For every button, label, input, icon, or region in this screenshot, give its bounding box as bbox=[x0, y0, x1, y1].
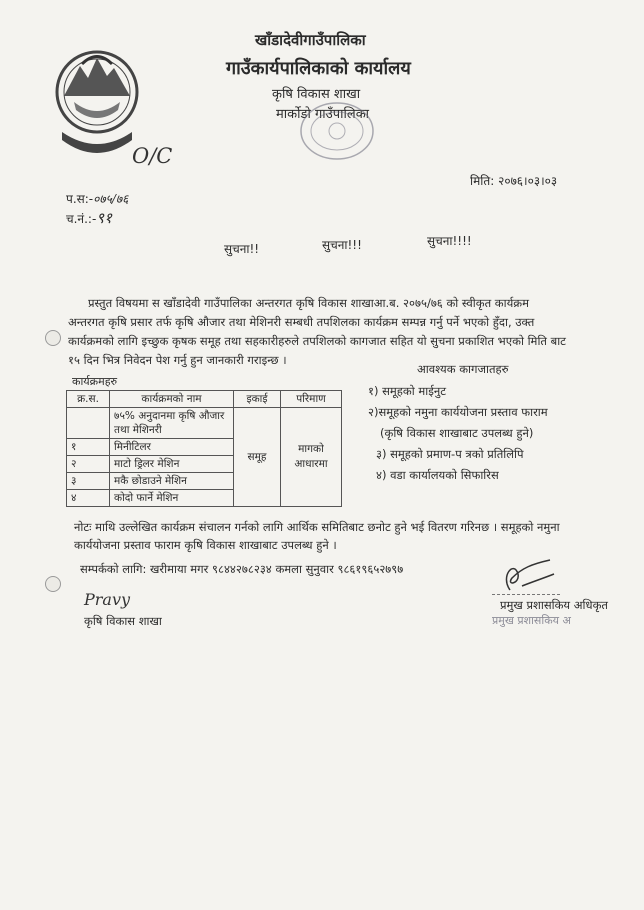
office-stamp-icon bbox=[298, 100, 376, 162]
table-row bbox=[67, 408, 342, 439]
list-item: (कृषि विकास शाखाबाट उपलब्ध हुने) bbox=[380, 426, 534, 440]
paragraph-line: १५ दिन भित्र निवेदन पेश गर्नु हुन जानकारी गराइन्छ । bbox=[68, 353, 287, 367]
table-cell: कोदो फार्ने मेशिन bbox=[110, 490, 234, 507]
reference-value: ०७५/७६ bbox=[93, 192, 129, 206]
table-cell: ४ bbox=[67, 490, 110, 507]
table-cell: मकै छोडाउने मेशिन bbox=[110, 473, 234, 490]
dispatch-value: ९१ bbox=[96, 209, 112, 227]
dispatch-label: च.नं.:- bbox=[66, 212, 97, 226]
table-header-row bbox=[67, 391, 342, 408]
letter-date: मिति: २०७६।०३।०३ bbox=[470, 174, 558, 188]
paragraph-line: प्रस्तुत विषयमा स खाँडादेवी गाउँपालिका अन्तरगत कृषि विकास शाखाआ.ब. २०७५/७६ को स्वीकृत कार्यक्रम bbox=[88, 296, 529, 310]
note-line: नोटः माथि उल्लेखित कार्यक्रम संचालन गर्नको लागि आर्थिक समितिबाट छनोट हुने भई वितरण गरिनछ । समूहको नमुना bbox=[74, 520, 560, 534]
documents-title: आवश्यक कागजातहरु bbox=[417, 362, 509, 376]
table-cell: २ bbox=[67, 456, 110, 473]
handwritten-mark: O/C bbox=[132, 144, 173, 168]
left-signature-label: कृषि विकास शाखा bbox=[84, 614, 162, 628]
right-signature-stamp: प्रमुख प्रशासकिय अ bbox=[492, 614, 571, 627]
paragraph-line: अन्तरगत कृषि प्रसार तर्फ कृषि औजार तथा मेशिनरी सम्बधी तपशिलका कार्यक्रम सम्पन्न गर्नु पर्ने भएको हुँदा, उक्त bbox=[68, 315, 535, 329]
paragraph-line: कार्यक्रमको लागि इच्छुक कृषक समूह तथा सहकारीहरुले तपशिलको कागजात सहित यो सुचना प्रकाशित भएको मिति बाट bbox=[68, 334, 566, 348]
quantity-cell: मागको आधारमा bbox=[281, 408, 342, 507]
notice-heading: सुचना!!! bbox=[322, 238, 362, 252]
notice-heading: सुचना!! bbox=[224, 242, 260, 256]
left-signature-scribble: Pravy bbox=[84, 590, 131, 609]
dispatch-number bbox=[66, 208, 112, 228]
list-item: १) समूहको माईनुट bbox=[368, 384, 447, 398]
signature-line bbox=[492, 594, 560, 595]
punch-hole bbox=[45, 330, 61, 346]
table-header-cell: कार्यक्रमको नाम bbox=[110, 391, 234, 408]
reference-label: प.स:- bbox=[66, 192, 94, 206]
table-cell: माटो ड्रिलर मेशिन bbox=[110, 456, 234, 473]
table-cell bbox=[67, 408, 110, 439]
note-line: कार्ययोजना प्रस्ताव फाराम कृषि विकास शाखाबाट उपलब्ध हुने । bbox=[74, 538, 337, 552]
documents-list bbox=[368, 384, 548, 489]
table-cell: ७५% अनुदानमा कृषि औजार तथा मेशिनरी bbox=[110, 408, 234, 439]
programs-title: कार्यक्रमहरु bbox=[72, 375, 118, 388]
reference-number bbox=[66, 190, 128, 207]
table-cell: १ bbox=[67, 439, 110, 456]
programs-table bbox=[66, 390, 342, 507]
table-cell: मिनीटिलर bbox=[110, 439, 234, 456]
unit-cell: समूह bbox=[234, 408, 281, 507]
notice-heading: सुचना!!!! bbox=[427, 234, 472, 248]
list-item: ३) समूहको प्रमाण-प त्रको प्रतिलिपि bbox=[376, 447, 524, 461]
nepal-emblem-icon bbox=[52, 44, 142, 169]
table-cell: ३ bbox=[67, 473, 110, 490]
municipality-name: खाँडादेवीगाउँपालिका bbox=[255, 31, 366, 49]
table-header-cell: क्र.स. bbox=[67, 391, 110, 408]
punch-hole bbox=[45, 576, 61, 592]
right-signature-label: प्रमुख प्रशासकिय अधिकृत bbox=[500, 598, 608, 612]
list-item: २)समूहको नमुना कार्ययोजना प्रस्ताव फाराम bbox=[368, 405, 548, 419]
table-header-cell: इकाई bbox=[234, 391, 281, 408]
list-item: ४) वडा कार्यालयको सिफारिस bbox=[376, 468, 499, 482]
contact-line: सम्पर्कको लागि: खरीमाया मगर ९८४४२७८२३४ कमला सुनुवार ९८६१९६५२७९७ bbox=[80, 562, 404, 576]
branch-name: कृषि विकास शाखा bbox=[272, 87, 361, 102]
address-line: मार्कोडो गाउँपालिका bbox=[276, 107, 370, 122]
table-header-cell: परिमाण bbox=[281, 391, 342, 408]
office-name: गाउँकार्यपालिकाको कार्यालय bbox=[226, 58, 411, 79]
